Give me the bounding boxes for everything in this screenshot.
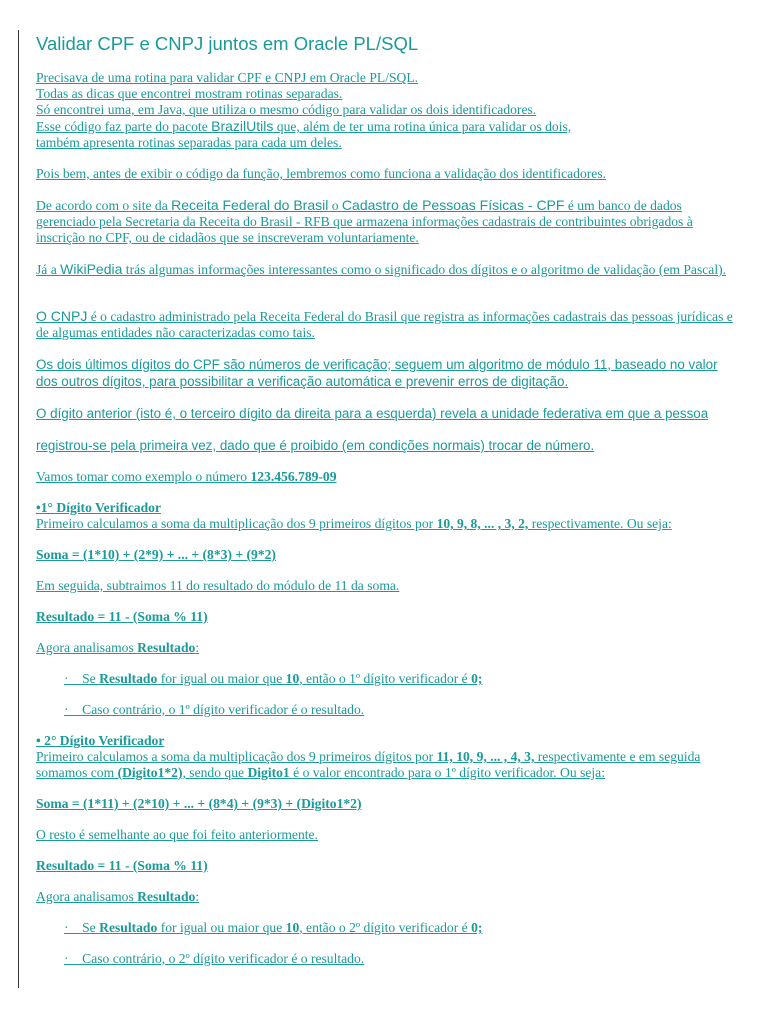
digit1-section (36, 500, 742, 532)
text-span: , sendo que (182, 765, 248, 780)
document-page (36, 32, 742, 967)
formula-text: Resultado = 11 - (Soma % 11) (36, 858, 208, 873)
text-span: : (195, 640, 200, 655)
receita-paragraph (36, 197, 742, 246)
intro-line: Todas as dicas que encontrei mostram rotinas separadas. (36, 86, 343, 101)
text-span: De acordo com o site da (36, 198, 172, 213)
text-span: for igual ou maior que (157, 920, 286, 935)
digit2-bullet-2: · Caso contrário, o 2º dígito verificador é o resultado. (64, 951, 365, 966)
digit2-analisa (36, 889, 742, 905)
digitos-paragraph-2: O dígito anterior (isto é, o terceiro dígito da direita para a esquerda) revela a unidade federativa em que a pessoa (36, 406, 709, 421)
text-span: 10 (285, 920, 300, 935)
text-span: (Digito1*2) (117, 765, 183, 780)
wiki-paragraph (36, 261, 742, 278)
intro-line: Precisava de uma rotina para validar CPF e CNPJ em Oracle PL/SQL. (36, 70, 419, 85)
text-span: Agora analisamos (36, 889, 138, 904)
text-span: é o cadastro administrado pela Receita Federal do Brasil que registra as informações cadastrais das pessoas jurídicas e de algumas entidades não caracterizadas como tais. (36, 309, 733, 340)
pois-paragraph: Pois bem, antes de exibir o código da função, lembremos como funciona a validação dos identificadores. (36, 166, 607, 181)
page-title: Validar CPF e CNPJ juntos em Oracle PL/SQL (36, 33, 419, 54)
text-span: for igual ou maior que (157, 671, 286, 686)
intro-line: também apresenta rotinas separadas para cada um deles. (36, 135, 342, 150)
text-span: respectivamente. Ou seja: (528, 516, 672, 531)
digit2-heading: • 2° Dígito Verificador (36, 733, 165, 748)
text-span: Primeiro calculamos a soma da multiplicação dos 9 primeiros dígitos por (36, 749, 437, 764)
text-span: que, além de ter uma rotina única para validar os dois, (273, 119, 572, 134)
text-span: o (328, 198, 342, 213)
text-span: , então o 2º dígito verificador é (299, 920, 472, 935)
digit1-resultado-formula (36, 609, 742, 625)
text-span: Resultado (137, 889, 196, 904)
digit1-bullet-2: · Caso contrário, o 1º dígito verificador é o resultado. (64, 702, 365, 717)
digit1-soma-formula (36, 547, 742, 563)
digit1-analisa (36, 640, 742, 656)
brazilutils-link[interactable]: BrazilUtils (211, 118, 274, 134)
digitos-paragraph-1: Os dois últimos dígitos do CPF são números de verificação; seguem um algoritmo de módulo 11, baseado no valor dos outros dígitos, para possibilitar a verificação automática e prevenir erros de digitação. (36, 357, 718, 389)
text-span: trás algumas informações interessantes como o significado dos dígitos e o algoritmo de validação (em Pascal). (122, 262, 727, 277)
example-number: 123.456.789-09 (250, 469, 337, 484)
text-span: Já a (36, 262, 61, 277)
digit2-bullet-1 (36, 920, 742, 936)
text-span: é um banco de dados gerenciado pela Secretaria da Receita do Brasil - RFB que armazena informações cadastrais de contribuintes obrigados à inscrição no CPF, ou de cidadãos que se inscreveram voluntariamente. (36, 198, 693, 245)
text-span: , então o 1º dígito verificador é (299, 671, 472, 686)
cnpj-paragraph (36, 308, 742, 341)
intro-line (36, 118, 742, 135)
text-span: 0; (471, 920, 483, 935)
text-span: : (195, 889, 200, 904)
digitos-paragraph-3: registrou-se pela primeira vez, dado que é proibido (em condições normais) trocar de número. (36, 438, 595, 453)
exemplo-paragraph (36, 469, 742, 485)
digit1-heading: •1° Dígito Verificador (36, 500, 161, 515)
text-span: Resultado (99, 920, 158, 935)
digit1-bullet-1 (36, 671, 742, 687)
text-span: 0; (471, 671, 483, 686)
text-span: Agora analisamos (36, 640, 138, 655)
intro-line: Só encontrei uma, em Java, que utiliza o mesmo código para validar os dois identificadores. (36, 102, 537, 117)
cpf-link[interactable]: Cadastro de Pessoas Físicas - CPF (341, 197, 565, 213)
digit2-soma-formula (36, 796, 742, 812)
digit2-description (36, 749, 742, 781)
formula-text: Resultado = 11 - (Soma % 11) (36, 609, 208, 624)
formula-text: Soma = (1*10) + (2*9) + ... + (8*3) + (9*2) (36, 547, 276, 562)
text-span: · Se (64, 671, 100, 686)
text-span: · Se (64, 920, 100, 935)
formula-text: Soma = (1*11) + (2*10) + ... + (8*4) + (9*3) + (Digito1*2) (36, 796, 362, 811)
text-span: Resultado (137, 640, 196, 655)
text-span: 10, 9, 8, ... , 3, 2, (436, 516, 529, 531)
cnpj-link[interactable]: O CNPJ (36, 308, 88, 324)
left-margin-rule (18, 30, 19, 988)
receita-federal-link[interactable]: Receita Federal do Brasil (171, 197, 329, 213)
wikipedia-link[interactable]: WikiPedia (60, 261, 123, 277)
digit2-section (36, 733, 742, 781)
text-span: Resultado (99, 671, 158, 686)
text-span: Esse código faz parte do pacote (36, 119, 212, 134)
text-span: Vamos tomar como exemplo o número (36, 469, 251, 484)
text-span: 11, 10, 9, ... , 4, 3, (436, 749, 535, 764)
text-span: Digito1 (247, 765, 290, 780)
digit1-description (36, 516, 742, 532)
text-span: 10 (285, 671, 300, 686)
intro-paragraph (36, 70, 742, 151)
text-span: respectivamente e em seguida somamos com (36, 749, 701, 780)
digit1-seguida: Em seguida, subtraimos 11 do resultado do módulo de 11 da soma. (36, 578, 400, 593)
text-span: Primeiro calculamos a soma da multiplicação dos 9 primeiros dígitos por (36, 516, 437, 531)
text-span: é o valor encontrado para o 1º dígito verificador. Ou seja: (289, 765, 605, 780)
digit2-resto: O resto é semelhante ao que foi feito anteriormente. (36, 827, 318, 842)
digit2-resultado-formula (36, 858, 742, 874)
